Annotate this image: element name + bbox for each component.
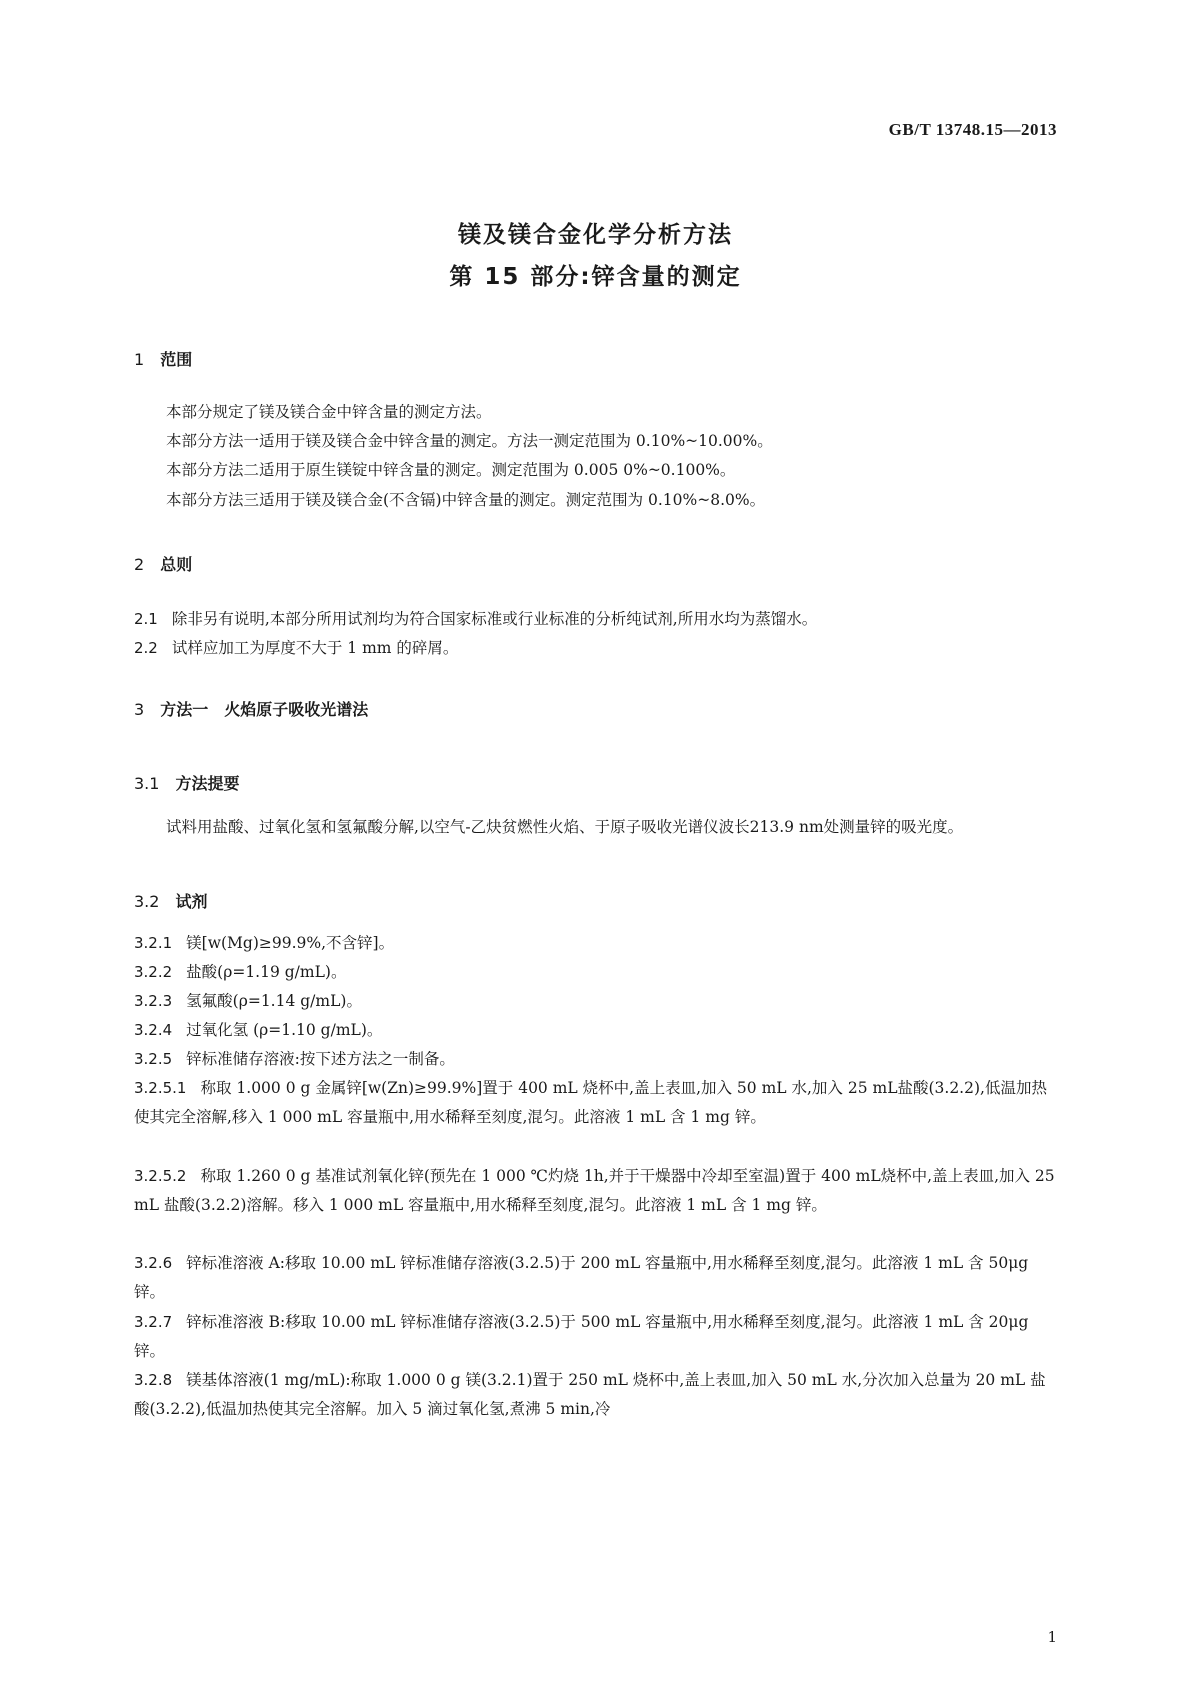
- clause-number: 2.1: [134, 610, 158, 628]
- reagent-item: [134, 1045, 1059, 1074]
- clause-text: 盐酸(ρ=1.19 g/mL)。: [186, 963, 347, 981]
- section-number: 1: [134, 350, 145, 369]
- clause-text: 试样应加工为厚度不大于 1 mm 的碎屑。: [171, 639, 459, 657]
- clause-text: 锌标准溶液 A:移取 10.00 mL 锌标准储存溶液(3.2.5)于 200 mL 容量瓶中,用水稀释至刻度,混匀。此溶液 1 mL 含 50μg 锌。: [134, 1254, 1029, 1301]
- paragraph: 本部分方法一适用于镁及镁合金中锌含量的测定。方法一测定范围为 0.10%~10.00%。: [166, 432, 773, 450]
- section-number: 2: [134, 555, 145, 574]
- clause-number: 3.2.5.1: [134, 1079, 187, 1097]
- reagent-item: [134, 1308, 1059, 1366]
- section-title: 试剂: [175, 892, 208, 911]
- clause-number: 3.2.1: [134, 934, 173, 952]
- clause-number: 3.2.2: [134, 963, 173, 981]
- standard-number: GB/T 13748.15—2013: [888, 120, 1057, 139]
- subsection-3-1-heading: [134, 771, 239, 794]
- reagent-item: [134, 1249, 1059, 1307]
- clause-text: 称取 1.000 0 g 金属锌[w(Zn)≥99.9%]置于 400 mL 烧杯中,盖上表皿,加入 50 mL 水,加入 25 mL盐酸(3.2.2),低温加热使其完全溶解,移入 1 000 mL 容量瓶中,用水稀释至刻度,混匀。此溶液 1 mL 含 1 mg 锌。: [134, 1079, 1047, 1126]
- clause-number: 2.2: [134, 639, 158, 657]
- section-title: 范围: [160, 350, 193, 369]
- clause-number: 3.2.8: [134, 1371, 173, 1389]
- reagent-item: [134, 958, 1059, 987]
- section-title: 总则: [160, 555, 193, 574]
- clause-text: 镁基体溶液(1 mg/mL):称取 1.000 0 g 镁(3.2.1)置于 250 mL 烧杯中,盖上表皿,加入 50 mL 水,分次加入总量为 20 mL 盐酸(3.2.2),低温加热使其完全溶解。加入 5 滴过氧化氢,煮沸 5 min,冷: [134, 1371, 1046, 1418]
- reagent-item: [134, 1162, 1059, 1220]
- section-2-heading: [134, 552, 192, 575]
- clause-number: 3.2.5.2: [134, 1167, 187, 1185]
- clause: [134, 634, 1059, 663]
- subsection-3-2-heading: [134, 889, 207, 912]
- paragraph: 试料用盐酸、过氧化氢和氢氟酸分解,以空气-乙炔贫燃性火焰、于原子吸收光谱仪波长213.9 nm处测量锌的吸光度。: [166, 818, 964, 836]
- reagent-item: [134, 1074, 1059, 1132]
- section-title: 方法一 火焰原子吸收光谱法: [160, 700, 369, 719]
- document-subtitle: 第 15 部分:锌含量的测定: [449, 264, 742, 290]
- clause-text: 氢氟酸(ρ=1.14 g/mL)。: [186, 992, 362, 1010]
- clause-text: 锌标准溶液 B:移取 10.00 mL 锌标准储存溶液(3.2.5)于 500 mL 容量瓶中,用水稀释至刻度,混匀。此溶液 1 mL 含 20μg 锌。: [134, 1313, 1029, 1360]
- section-number: 3.1: [134, 774, 160, 793]
- section-number: 3: [134, 700, 145, 719]
- section-1-heading: [134, 347, 192, 370]
- section-3-heading: [134, 697, 368, 720]
- clause-number: 3.2.4: [134, 1021, 173, 1039]
- paragraph: 本部分规定了镁及镁合金中锌含量的测定方法。: [166, 403, 492, 421]
- clause-number: 3.2.7: [134, 1313, 173, 1331]
- clause-text: 除非另有说明,本部分所用试剂均为符合国家标准或行业标准的分析纯试剂,所用水均为蒸馏水。: [171, 610, 818, 628]
- page-number: 1: [1047, 1628, 1057, 1646]
- paragraph: 本部分方法三适用于镁及镁合金(不含镉)中锌含量的测定。测定范围为 0.10%~8.0%。: [166, 491, 766, 509]
- clause-text: 过氧化氢 (ρ=1.10 g/mL)。: [186, 1021, 383, 1039]
- clause-number: 3.2.5: [134, 1050, 173, 1068]
- reagent-item: [134, 929, 1059, 958]
- reagent-item: [134, 1366, 1059, 1424]
- clause-number: 3.2.3: [134, 992, 173, 1010]
- section-title: 方法提要: [175, 774, 240, 793]
- reagent-item: [134, 1016, 1059, 1045]
- clause: [134, 605, 1059, 634]
- section-number: 3.2: [134, 892, 160, 911]
- clause-text: 镁[w(Mg)≥99.9%,不含锌]。: [186, 934, 395, 952]
- paragraph: 本部分方法二适用于原生镁锭中锌含量的测定。测定范围为 0.005 0%~0.100%。: [166, 461, 736, 479]
- clause-text: 锌标准储存溶液:按下述方法之一制备。: [186, 1050, 455, 1068]
- clause-number: 3.2.6: [134, 1254, 173, 1272]
- clause-text: 称取 1.260 0 g 基准试剂氧化锌(预先在 1 000 ℃灼烧 1h,并于干燥器中冷却至室温)置于 400 mL烧杯中,盖上表皿,加入 25 mL 盐酸(3.2.2)溶解。移入 1 000 mL 容量瓶中,用水稀释至刻度,混匀。此溶液 1 mL 含 1 mg 锌。: [134, 1167, 1055, 1214]
- reagent-item: [134, 987, 1059, 1016]
- document-title: 镁及镁合金化学分析方法: [458, 222, 733, 248]
